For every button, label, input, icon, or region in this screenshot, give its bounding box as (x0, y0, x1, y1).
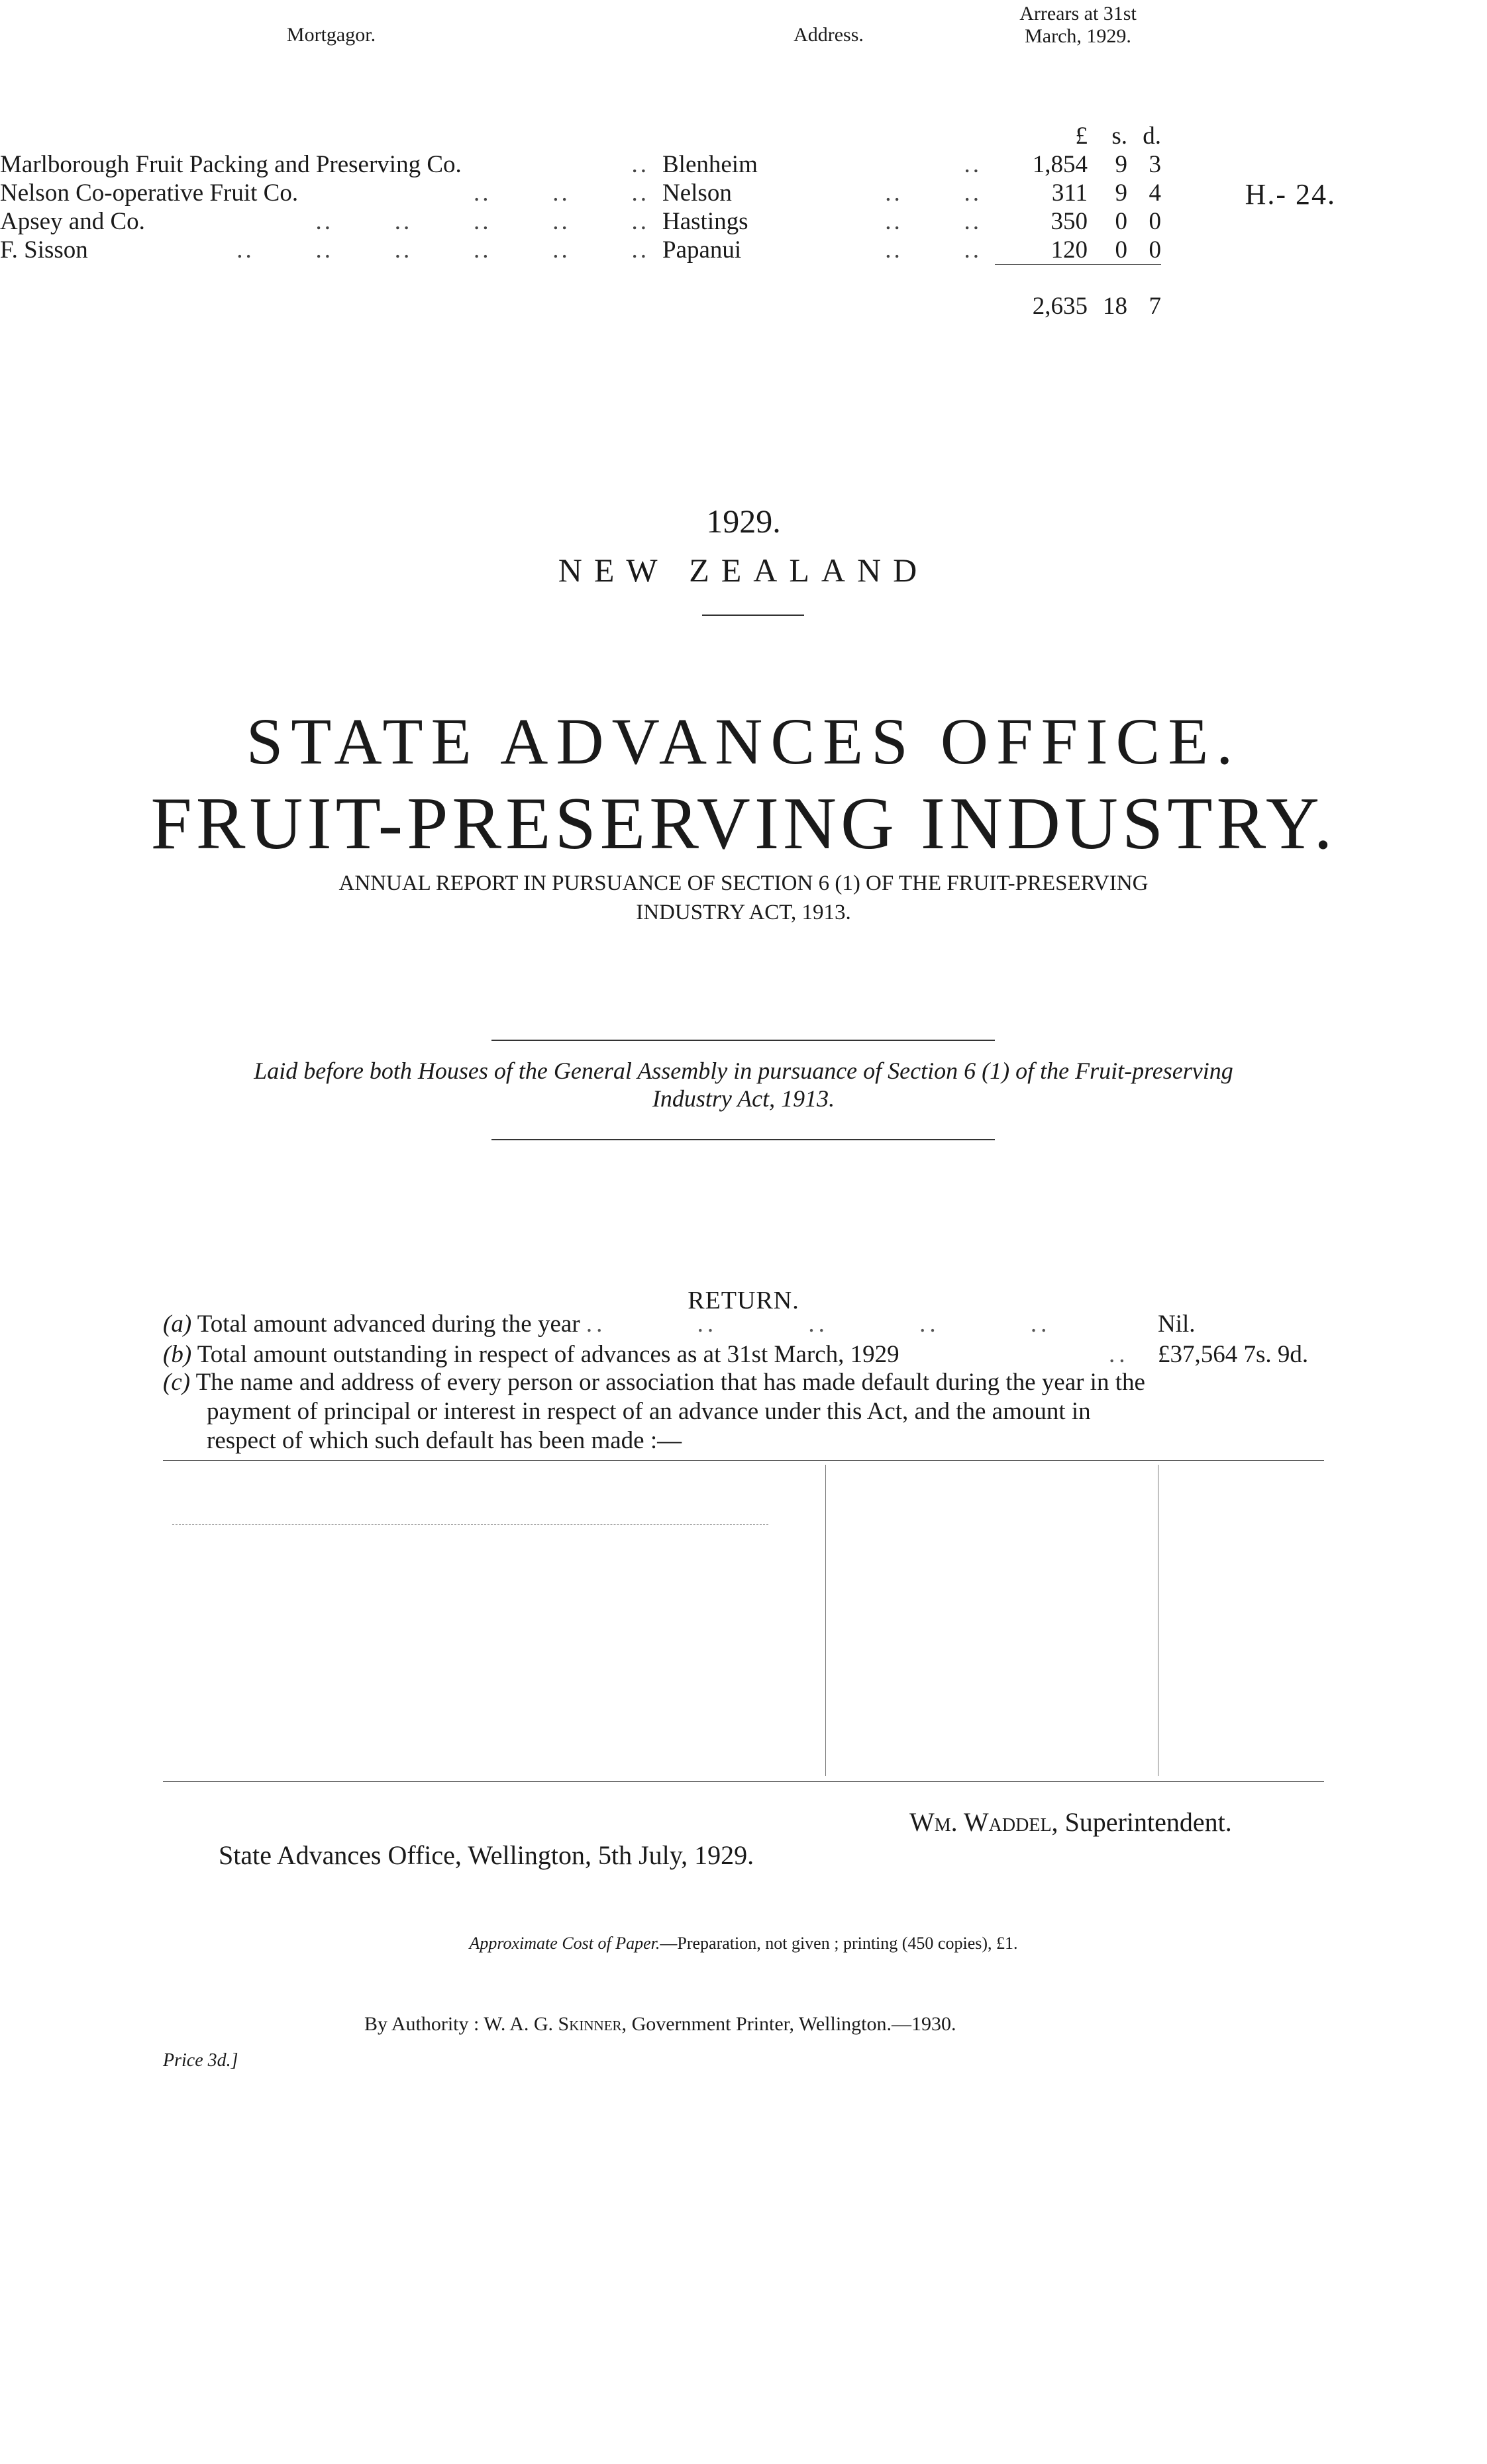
item-value: Nil. (1158, 1310, 1196, 1338)
shillings-cell: 0 (1115, 236, 1127, 264)
table-row (0, 150, 1161, 179)
laid-before-statement (0, 1057, 1487, 1112)
item-text: Total amount outstanding in respect of advances as at 31st March, 1929 (197, 1341, 899, 1368)
leader-dots: .. (631, 151, 649, 178)
table-bottom-rule (163, 1781, 1324, 1782)
place-and-date: State Advances Office, Wellington, 5th July, 1929. (219, 1840, 754, 1870)
header-mortgagor: Mortgagor. (286, 24, 376, 46)
table-row (0, 179, 1161, 207)
column-divider (825, 1465, 826, 1776)
leader-dots: .. .. .. (474, 179, 649, 207)
cost-text: —Preparation, not given ; printing (450 copies), £1. (660, 1934, 1018, 1953)
printing-authority (364, 2013, 956, 2036)
item-marker: (a) (163, 1310, 192, 1338)
authority-suffix: Government Printer, Wellington.—1930. (631, 2013, 956, 2035)
report-year: 1929. (706, 503, 781, 540)
units-row (0, 97, 1161, 150)
leader-dots: .. .. (885, 236, 982, 264)
pounds-cell: 1,854 (1032, 151, 1088, 178)
address-name: Hastings (662, 208, 748, 235)
country-heading: NEW ZEALAND (558, 552, 929, 589)
divider (702, 615, 804, 616)
divider (491, 1139, 995, 1140)
leader-dots: .. .. .. .. .. .. (236, 236, 649, 264)
mortgagor-name: Nelson Co-operative Fruit Co. (0, 179, 299, 207)
unit-pence: d. (1143, 123, 1161, 150)
cost-label: Approximate Cost of Paper. (469, 1934, 660, 1953)
signature-title: Superintendent. (1064, 1807, 1232, 1837)
divider (491, 1040, 995, 1041)
total-pounds: 2,635 (995, 265, 1088, 320)
leader-dots: .. (1109, 1341, 1129, 1368)
item-marker: (b) (163, 1341, 192, 1368)
header-arrears (995, 0, 1161, 97)
address-name: Blenheim (662, 151, 758, 178)
leader-dots: .. .. .. .. .. (586, 1310, 1051, 1338)
pence-cell: 4 (1149, 179, 1161, 207)
report-description (0, 869, 1487, 927)
mortgagor-cell (0, 236, 662, 265)
pounds-cell: 311 (1051, 179, 1088, 207)
leader-dots: .. .. .. .. .. (315, 208, 649, 235)
price: Price 3d.] (163, 2050, 238, 2071)
shillings-cell: 0 (1115, 208, 1127, 235)
return-heading: RETURN. (688, 1287, 799, 1314)
mortgagor-cell (0, 150, 662, 179)
header-arrears-line: Arrears at 31st (1019, 3, 1137, 25)
address-name: Papanui (662, 236, 742, 264)
address-name: Nelson (662, 179, 732, 207)
shillings-cell: 9 (1115, 151, 1127, 178)
pounds-cell: 120 (1051, 236, 1088, 264)
address-cell (662, 236, 995, 265)
mortgagor-name: Marlborough Fruit Packing and Preserving Co. (0, 151, 462, 178)
laid-before-line: Laid before both Houses of the General Assembly in pursuance of Section 6 (1) of the Fruit-preserving (254, 1058, 1233, 1084)
total-row (0, 265, 1161, 320)
item-value: £37,564 7s. 9d. (1158, 1341, 1309, 1368)
mortgagor-cell (0, 179, 662, 207)
leader-dots: .. (964, 151, 982, 178)
unit-shillings: s. (1111, 123, 1127, 150)
unit-pounds: £ (1075, 123, 1088, 150)
pence-cell: 0 (1149, 236, 1161, 264)
sub-title: FRUIT-PRESERVING INDUSTRY. (150, 783, 1337, 865)
report-description-line: INDUSTRY ACT, 1913. (636, 901, 851, 924)
table-header-row (0, 0, 1161, 97)
total-pence: 7 (1127, 265, 1161, 320)
laid-before-line: Industry Act, 1913. (652, 1085, 835, 1112)
table-row (0, 207, 1161, 236)
item-c-line: respect of which such default has been made :— (207, 1427, 682, 1454)
table-row (0, 236, 1161, 265)
signature-name: Wm. Waddel, (909, 1807, 1058, 1837)
pence-cell: 3 (1149, 151, 1161, 178)
item-text: Total amount advanced during the year (197, 1310, 580, 1338)
pounds-cell: 350 (1051, 208, 1088, 235)
address-cell (662, 207, 995, 236)
total-shillings: 18 (1088, 265, 1127, 320)
leader-dots: .. .. (885, 179, 982, 207)
item-text: The name and address of every person or association that has made default during the year in the (195, 1369, 1145, 1396)
defaulters-table (0, 0, 1161, 320)
mortgagor-cell (0, 207, 662, 236)
return-item-a (163, 1310, 1324, 1339)
mortgagor-name: F. Sisson (0, 236, 88, 264)
shillings-cell: 9 (1115, 179, 1127, 207)
authority-prefix: By Authority : W. A. G. (364, 2013, 554, 2035)
leader-dots: .. .. (885, 208, 982, 235)
header-arrears-line: March, 1929. (1025, 25, 1131, 47)
item-c-line: payment of principal or interest in respect of an advance under this Act, and the amount in (207, 1398, 1091, 1425)
mortgagor-name: Apsey and Co. (0, 208, 145, 235)
cost-of-paper (0, 1934, 1487, 1953)
header-rule (172, 1524, 768, 1525)
main-title: STATE ADVANCES OFFICE. (246, 705, 1241, 778)
report-description-line: ANNUAL REPORT IN PURSUANCE OF SECTION 6 (1) OF THE FRUIT-PRESERVING (338, 871, 1149, 895)
signature (909, 1806, 1232, 1838)
item-c-line (163, 1368, 1324, 1397)
pence-cell: 0 (1149, 208, 1161, 235)
table-top-rule (163, 1460, 1324, 1461)
address-cell (662, 150, 995, 179)
paper-reference: H.- 24. (1245, 178, 1336, 211)
item-marker: (c) (163, 1369, 191, 1396)
return-item-c (163, 1368, 1324, 1455)
return-item-b (163, 1340, 1324, 1369)
authority-printer: Skinner, (558, 2013, 627, 2035)
address-cell (662, 179, 995, 207)
header-address: Address. (794, 24, 864, 46)
